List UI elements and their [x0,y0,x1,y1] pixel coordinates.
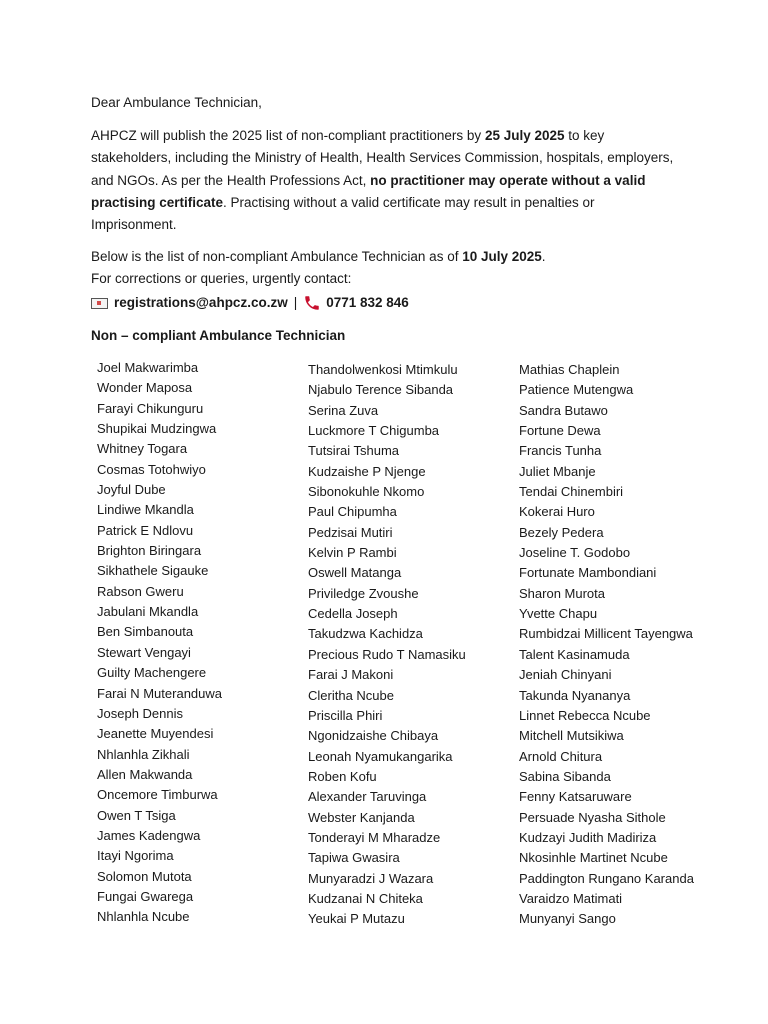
list-item: Juliet Mbanje [519,463,596,479]
publication-notice [91,125,681,236]
list-item: Rumbidzai Millicent Tayengwa [519,626,693,642]
letter-body [91,93,691,346]
list-item: Francis Tunha [519,443,602,459]
certificate-requirement: no practitioner may operate without a valid practising certificate [91,172,646,210]
list-item: Patrick E Ndlovu [97,522,194,538]
list-item: Cleritha Ncube [308,687,394,703]
list-item: Kudzayi Judith Madiriza [519,829,657,845]
list-intro [91,246,691,268]
list-item: Tonderayi M Mharadze [308,829,441,845]
list-item: James Kadengwa [97,827,201,843]
list-item: Brighton Biringara [97,543,202,559]
contact-intro: For corrections or queries, urgently contact: [91,270,352,286]
deadline-date: 25 July 2025 [484,128,565,143]
list-item: Jeniah Chinyani [519,667,612,683]
list-item: Itayi Ngorima [97,848,174,864]
list-item: Ngonidzaishe Chibaya [308,728,439,744]
list-item: Ben Simbanouta [97,624,194,640]
list-item: Sabina Sibanda [519,768,611,784]
list-item: Nhlanhla Ncube [97,909,190,925]
list-item: Oncemore Timburwa [97,787,218,803]
list-item: Rabson Gweru [97,583,184,599]
list-item: Lindiwe Mkandla [97,502,194,518]
list-item: Fortunate Mambondiani [519,565,657,581]
list-item: Farai J Makoni [308,667,394,683]
list-item: Luckmore T Chigumba [308,423,440,439]
list-item: Allen Makwanda [97,766,193,782]
list-item: Whitney Togara [97,441,188,457]
phone-number[interactable]: 0771 832 846 [326,295,409,311]
list-item: Priviledge Zvoushe [308,585,419,601]
list-item: Farayi Chikunguru [97,400,204,416]
notice-text-3: . Practising without a valid certificate may result in penalties or Imprisonment. [91,194,595,233]
list-item: Paul Chipumha [308,504,397,520]
list-intro-end: . [541,249,546,265]
list-item: Leonah Nyamukangarika [308,748,453,764]
list-item: Stewart Vengayi [97,644,191,660]
list-item: Sharon Murota [519,585,605,601]
list-item: Munyaradzi J Wazara [308,870,434,886]
list-item: Alexander Taruvinga [308,789,427,805]
list-item: Kudzaishe P Njenge [308,463,426,479]
list-item: Takunda Nyananya [519,687,631,703]
list-item: Mitchell Mutsikiwa [519,728,624,744]
contact-separator: | [293,295,298,311]
list-item: Tendai Chinembiri [519,484,624,500]
list-item: Nkosinhle Martinet Ncube [519,850,668,866]
list-item: Paddington Rungano Karanda [519,870,694,886]
list-item: Joseph Dennis [97,705,183,721]
list-item: Joel Makwarimba [97,360,199,375]
list-item: Oswell Matanga [308,565,402,581]
list-item: Wonder Maposa [97,380,193,396]
list-item: Njabulo Terence Sibanda [308,382,454,398]
list-item: Serina Zuva [308,402,379,418]
list-item: Farai N Muteranduwa [97,685,222,701]
list-item: Joseline T. Godobo [519,545,631,561]
list-item: Sibonokuhle Nkomo [308,484,425,500]
greeting: Dear Ambulance Technician, [91,95,262,110]
list-item: Takudzwa Kachidza [308,626,423,642]
list-item: Talent Kasinamuda [519,646,630,662]
list-item: Thandolwenkosi Mtimkulu [308,362,458,377]
list-item: Fortune Dewa [519,423,601,439]
list-intro-text: Below is the list of non-compliant Ambulance Technician as of [91,249,463,265]
list-item: Kudzanai N Chiteka [308,890,423,906]
list-item: Jabulani Mkandla [97,604,199,620]
phone-icon [303,294,321,312]
names-column-1 [97,358,222,928]
list-item: Guilty Machengere [97,665,207,681]
list-item: Precious Rudo T Namasiku [308,646,466,662]
notice-text-2: to key stakeholders, including the Ministry of Health, Health Services Commission, hospitals, employers, and NGOs. As per the Health Professions Act, [91,128,674,188]
list-item: Pedzisai Mutiri [308,524,393,540]
list-item: Jeanette Muyendesi [97,726,214,742]
list-item: Shupikai Mudzingwa [97,421,217,437]
list-item: Cedella Joseph [308,606,398,622]
email-link[interactable]: registrations@ahpcz.co.zw [114,295,288,311]
list-item: Kelvin P Rambi [308,545,397,561]
list-item: Fenny Katsaruware [519,789,632,805]
names-column-3 [519,360,694,930]
list-item: Priscilla Phiri [308,707,383,723]
list-item: Solomon Mutota [97,868,192,884]
list-item: Owen T Tsiga [97,807,176,823]
list-item: Tapiwa Gwasira [308,850,400,866]
list-item: Arnold Chitura [519,748,603,764]
list-item: Sandra Butawo [519,402,608,418]
list-item: Mathias Chaplein [519,362,620,377]
list-item: Yeukai P Mutazu [308,911,405,927]
contact-line [91,291,691,315]
list-item: Joyful Dube [97,482,166,498]
envelope-icon [91,298,108,309]
list-item: Nhlanhla Zikhali [97,746,190,762]
list-item: Cosmas Totohwiyo [97,461,206,477]
list-item: Roben Kofu [308,768,377,784]
list-item: Patience Mutengwa [519,382,634,398]
as-of-date: 10 July 2025 [462,249,542,265]
notice-text-1: AHPCZ will publish the 2025 list of non-compliant practitioners by [91,128,485,143]
list-item: Varaidzo Matimati [519,890,623,906]
list-item: Munyanyi Sango [519,911,616,927]
list-item: Persuade Nyasha Sithole [519,809,666,825]
list-item: Fungai Gwarega [97,888,194,904]
list-item: Yvette Chapu [519,606,598,622]
list-item: Kokerai Huro [519,504,595,520]
list-item: Sikhathele Sigauke [97,563,209,579]
list-item: Tutsirai Tshuma [308,443,400,459]
section-title: Non – compliant Ambulance Technician [91,328,346,344]
list-item: Linnet Rebecca Ncube [519,707,651,723]
list-item: Bezely Pedera [519,524,604,540]
list-item: Webster Kanjanda [308,809,415,825]
names-column-2 [308,360,466,930]
